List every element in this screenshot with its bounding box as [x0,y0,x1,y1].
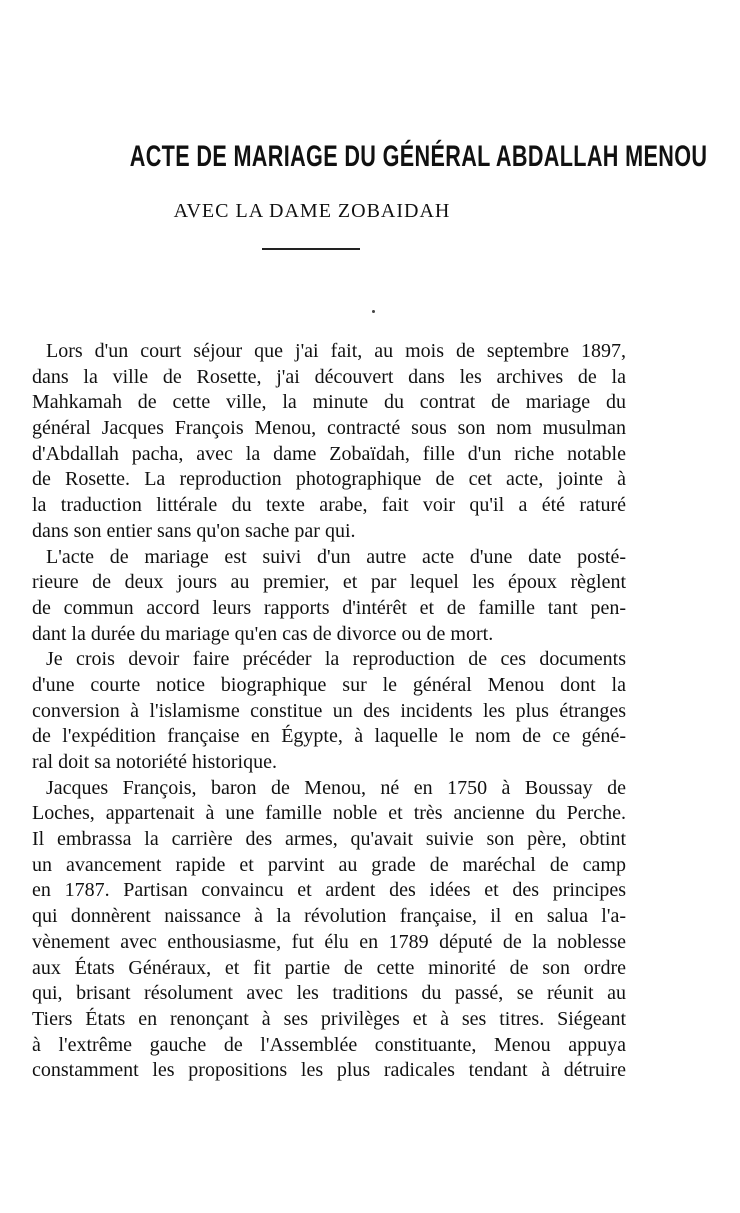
text-line: d'une courte notice biographique sur le général Menou dont la [32,673,626,696]
text-line: qui, brisant résolument avec les traditions du passé, se réunit au [32,982,626,1005]
text-line: général Jacques François Menou, contracté sous son nom musulman [32,417,626,440]
text-line: dans son entier sans qu'on sache par qui. [32,519,356,542]
text-line: Lors d'un court séjour que j'ai fait, au mois de septembre 1897, [46,340,626,362]
text-line: de commun accord leurs rapports d'intérêt et de famille tant pen- [32,596,626,619]
text-line: en 1787. Partisan convaincu et ardent des idées et des principes [32,879,626,902]
title-divider [262,248,360,250]
text-line: L'acte de mariage est suivi d'un autre acte d'une date posté- [46,545,626,568]
text-line: Je crois devoir faire précéder la reproduction de ces documents [46,648,626,671]
document-title: ACTE DE MARIAGE DU GÉNÉRAL ABDALLAH MENOU [129,140,708,173]
text-line: de l'expédition française en Égypte, à laquelle le nom de ce géné- [32,725,626,748]
text-line: ral doit sa notoriété historique. [32,751,277,773]
body-text [32,339,626,1084]
text-line: à l'extrême gauche de l'Assemblée constituante, Menou appuya [32,1033,626,1056]
text-line: Loches, appartenait à une famille noble et très ancienne du Perche. [32,802,626,825]
text-line: d'Abdallah pacha, avec la dame Zobaïdah, fille d'un riche notable [32,442,626,465]
text-line: Il embrassa la carrière des armes, qu'avait suivie son père, obtint [32,828,626,851]
text-line: Tiers États en renonçant à ses privilèges et à ses titres. Siégeant [32,1007,626,1030]
text-line: Jacques François, baron de Menou, né en 1750 à Boussay de [46,776,626,799]
text-line: dant la durée du mariage qu'en cas de divorce ou de mort. [32,622,494,645]
text-line: de Rosette. La reproduction photographique de cet acte, jointe à [32,468,626,491]
text-line: vènement avec enthousiasme, fut élu en 1789 député de la noblesse [32,930,626,953]
text-line: aux États Généraux, et fit partie de cette minorité de son ordre [32,956,626,979]
text-line: dans la ville de Rosette, j'ai découvert dans les archives de la [32,365,626,388]
text-line: rieure de deux jours au premier, et par lequel les époux règlent [32,571,626,594]
text-line: la traduction littérale du texte arabe, fait voir qu'il a été raturé [32,494,626,517]
text-line: Mahkamah de cette ville, la minute du contrat de mariage du [32,391,626,414]
text-line: qui donnèrent naissance à la révolution française, il en salua l'a- [32,905,626,928]
document-subtitle: AVEC LA DAME ZOBAIDAH [173,200,451,222]
print-speck [372,310,375,313]
text-line: un avancement rapide et parvint au grade de maréchal de camp [32,853,626,876]
text-line: conversion à l'islamisme constitue un des incidents les plus étranges [32,699,626,722]
text-line: constamment les propositions les plus radicales tendant à détruire [32,1059,626,1082]
